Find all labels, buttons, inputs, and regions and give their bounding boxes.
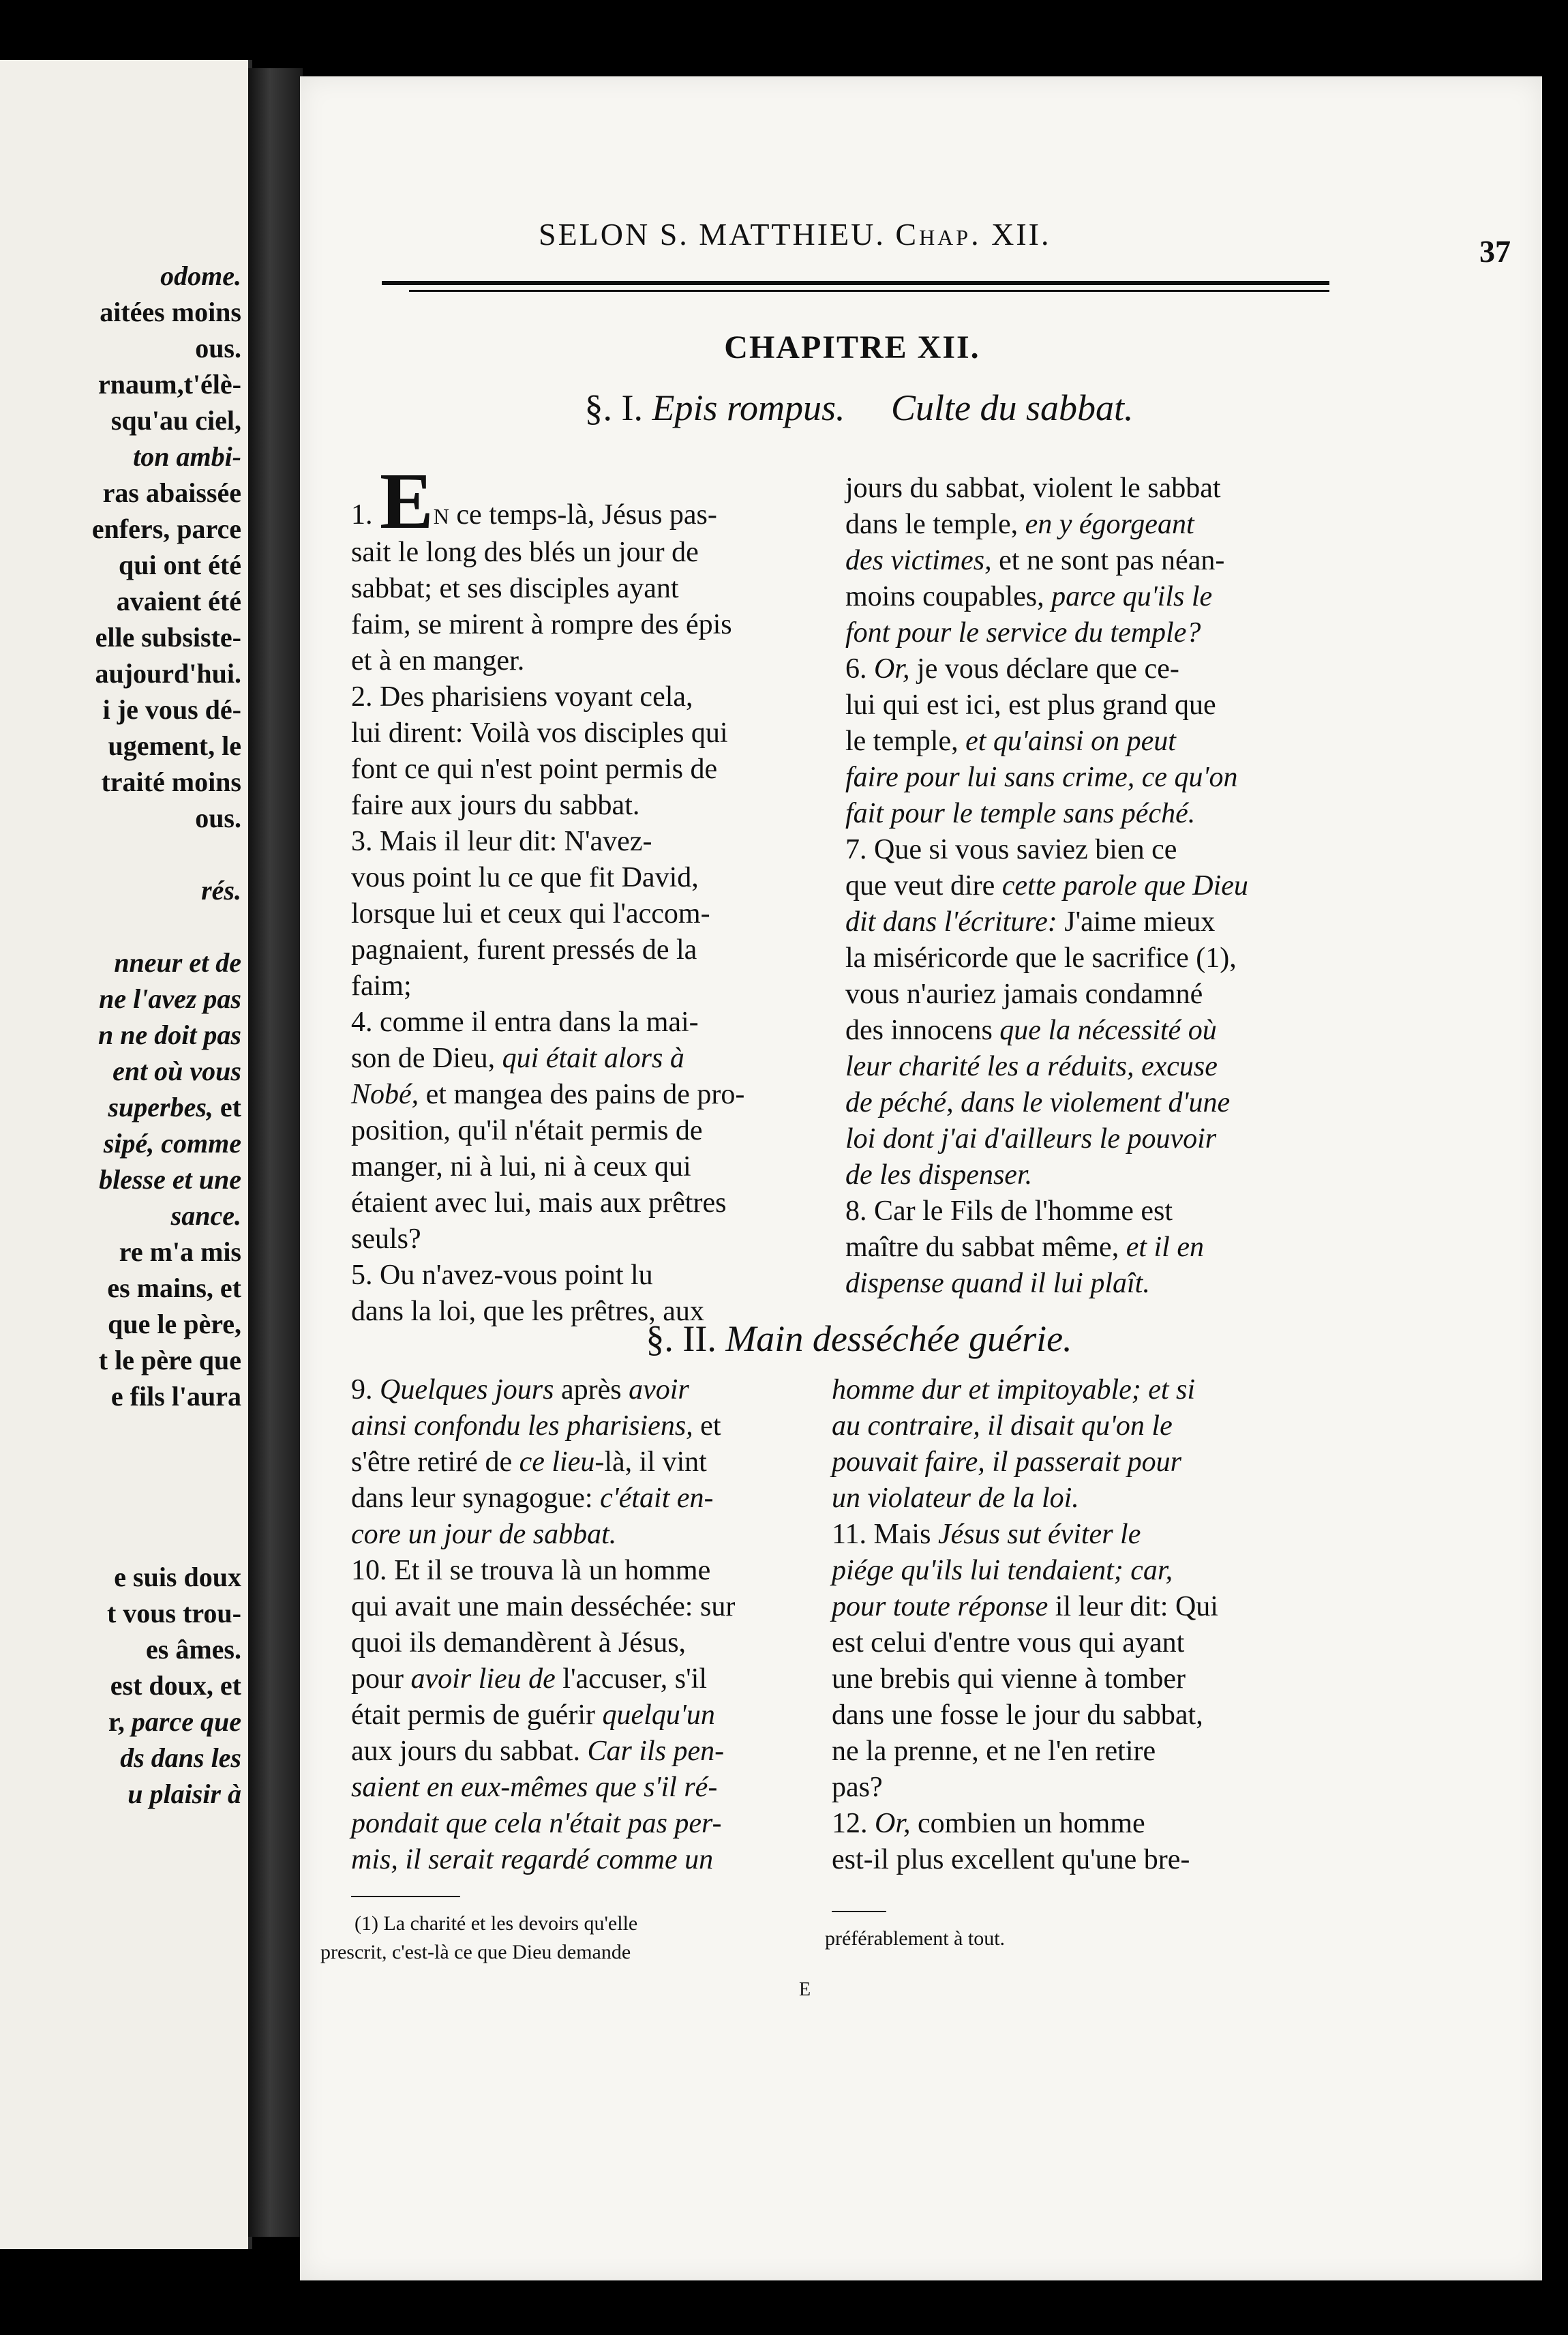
text-line: étaient avec lui, mais aux prêtres (351, 1187, 727, 1219)
text-line: aitées moins (100, 297, 241, 327)
text-line: e suis doux (114, 1562, 241, 1592)
text-line: le temple, et qu'ainsi on peut (845, 726, 1176, 757)
chapter-title: CHAPITRE XII. (724, 329, 980, 366)
text-line: saient en eux-mêmes que s'il ré- (351, 1772, 718, 1803)
text-line: 3. Mais il leur dit: N'avez- (351, 826, 652, 857)
text-line: aux jours du sabbat. Car ils pen- (351, 1736, 725, 1767)
text-line: ous. (195, 333, 241, 363)
text-line: loi dont j'ai d'ailleurs le pouvoir (845, 1123, 1217, 1155)
text-line: de les dispenser. (845, 1159, 1033, 1191)
text-line: 8. Car le Fils de l'homme est (845, 1195, 1173, 1227)
text-line: r, parce que (108, 1706, 241, 1737)
footnote-line-1: (1) La charité et les devoirs qu'elle (355, 1912, 638, 1935)
section-2-title: Main desséchée guérie. (725, 1318, 1072, 1359)
text-line: 7. Que si vous saviez bien ce (845, 834, 1177, 865)
text-line: son de Dieu, qui était alors à (351, 1043, 684, 1074)
text-line: homme dur et impitoyable; et si (832, 1374, 1196, 1406)
signature-mark: E (799, 1979, 811, 2000)
text-line: ent où vous (112, 1056, 241, 1086)
text-line: quoi ils demandèrent à Jésus, (351, 1627, 687, 1659)
section-2-heading (300, 1318, 1418, 1360)
text-line: 11. Mais Jésus sut éviter le (832, 1519, 1141, 1550)
footnote-rule-left (351, 1896, 460, 1897)
text-line: qui ont été (119, 550, 241, 580)
text-line: nneur et de (114, 947, 241, 978)
running-head (539, 216, 1404, 252)
text-line: avaient été (116, 586, 241, 616)
section-2-left-column (351, 1372, 821, 1878)
footnote-line-3: préférablement à tout. (825, 1927, 1006, 1950)
text-line: un violateur de la loi. (832, 1483, 1079, 1514)
drop-cap: E (380, 456, 434, 546)
text-line: pour toute réponse il leur dit: Qui (832, 1591, 1218, 1622)
text-line: position, qu'il n'était permis de (351, 1115, 703, 1146)
text-line: dit dans l'écriture: J'aime mieux (845, 906, 1216, 938)
previous-page-fragment (0, 60, 252, 2249)
text-line: blesse et une (99, 1164, 241, 1195)
section-2-number: §. II. (646, 1318, 717, 1359)
text-line: ras abaissée (102, 477, 241, 508)
text-line: 5. Ou n'avez-vous point lu (351, 1260, 653, 1291)
text-line: lui dirent: Voilà vos disciples qui (351, 717, 728, 749)
text-line: des innocens que la nécessité où (845, 1015, 1217, 1046)
text-line: des victimes, et ne sont pas néan- (845, 545, 1225, 576)
text-line: rnaum,t'élè- (98, 369, 241, 400)
text-line: ds dans les (120, 1742, 241, 1773)
section-1-right-column (845, 471, 1336, 1302)
text-line: que veut dire cette parole que Dieu (845, 870, 1248, 902)
text-line: t vous trou- (106, 1598, 241, 1628)
text-line: 6. Or, je vous déclare que ce- (845, 653, 1179, 685)
running-head-title: SELON S. MATTHIEU. (539, 217, 886, 252)
text-line: au contraire, il disait qu'on le (832, 1410, 1173, 1442)
book-gutter (248, 68, 303, 2237)
text-line: dans le temple, en y égorgeant (845, 509, 1194, 540)
text-line: que le père, (108, 1309, 241, 1339)
text-line: ugement, le (108, 730, 241, 761)
text-line: manger, ni à lui, ni à ceux qui (351, 1151, 691, 1183)
section-1-heading (300, 387, 1418, 429)
text-line: maître du sabbat même, et il en (845, 1232, 1204, 1263)
text-line: rés. (201, 875, 241, 906)
text-line: sance. (170, 1200, 241, 1231)
text-line: dans la loi, que les prêtres, aux (351, 1296, 704, 1327)
text-line (0, 1487, 241, 1523)
text-line: 9. Quelques jours après avoir (351, 1374, 689, 1406)
text-line: font pour le service du temple? (845, 617, 1201, 649)
text-line: squ'au ciel, (110, 405, 241, 436)
text-line: pas? (832, 1772, 883, 1803)
text-line: dans une fosse le jour du sabbat, (832, 1699, 1203, 1731)
text-line: ton ambi- (133, 441, 241, 472)
text-line: faim, se mirent à rompre des épis (351, 609, 732, 640)
page-number: 37 (1479, 234, 1511, 269)
text-line: u plaisir à (127, 1779, 241, 1809)
text-line: faire pour lui sans crime, ce qu'on (845, 762, 1238, 793)
text-line: et à en manger. (351, 645, 525, 676)
previous-page-text (0, 258, 241, 1812)
text-line: dispense quand il lui plaît. (845, 1268, 1150, 1299)
text-line: 2. Des pharisiens voyant cela, (351, 681, 693, 713)
text-line: sabbat; et ses disciples ayant (351, 573, 679, 604)
text-line: 1. EN ce temps-là, Jésus pas- (351, 456, 717, 546)
text-line: s'être retiré de ce lieu-là, il vint (351, 1446, 707, 1478)
text-line: enfers, parce (91, 514, 241, 544)
text-line: core un jour de sabbat. (351, 1519, 617, 1550)
text-line: dans leur synagogue: c'était en- (351, 1483, 714, 1514)
text-line: aujourd'hui. (95, 658, 241, 689)
text-line: pagnaient, furent pressés de la (351, 934, 697, 966)
text-line: faire aux jours du sabbat. (351, 790, 640, 821)
text-line: leur charité les a réduits, excuse (845, 1051, 1218, 1082)
text-line: ne la prenne, et ne l'en retire (832, 1736, 1156, 1767)
text-line: ne l'avez pas (99, 983, 241, 1014)
text-line: jours du sabbat, violent le sabbat (845, 473, 1221, 504)
footnote-rule-right (832, 1911, 886, 1912)
text-line (0, 908, 241, 945)
text-line: 4. comme il entra dans la mai- (351, 1007, 699, 1038)
text-line: pour avoir lieu de l'accuser, s'il (351, 1663, 707, 1695)
section-2-right-column (832, 1372, 1336, 1878)
text-line: la miséricorde que le sacrifice (1), (845, 942, 1237, 974)
text-line: elle subsiste- (95, 622, 241, 653)
text-line: fait pour le temple sans péché. (845, 798, 1196, 829)
text-line: vous point lu ce que fit David, (351, 862, 699, 893)
text-line: pouvait faire, il passerait pour (832, 1446, 1181, 1478)
section-1-title-a: Epis rompus. (652, 387, 845, 428)
text-line: odome. (160, 261, 241, 291)
header-rule (382, 281, 1329, 285)
text-line: Nobé, et mangea des pains de pro- (351, 1079, 745, 1110)
text-line: de péché, dans le violement d'une (845, 1087, 1231, 1118)
text-line: lorsque lui et ceux qui l'accom- (351, 898, 710, 929)
text-line: 12. Or, combien un homme (832, 1808, 1145, 1839)
text-line: e fils l'aura (110, 1381, 241, 1412)
text-line: es âmes. (146, 1634, 241, 1665)
text-line: n ne doit pas (97, 1020, 241, 1050)
text-line: es mains, et (107, 1273, 241, 1303)
text-line: piége qu'ils lui tendaient; car, (832, 1555, 1173, 1586)
text-line: ous. (195, 803, 241, 833)
text-line: font ce qui n'est point permis de (351, 754, 718, 785)
text-line: i je vous dé- (102, 694, 241, 725)
text-line: pondait que cela n'était pas per- (351, 1808, 722, 1839)
text-line: est doux, et (110, 1670, 241, 1701)
text-line: mis, il serait regardé comme un (351, 1844, 714, 1875)
text-line (0, 836, 241, 872)
text-line (0, 1523, 241, 1559)
text-line: traité moins (101, 767, 241, 797)
text-line: une brebis qui vienne à tomber (832, 1663, 1186, 1695)
text-line: sipé, comme (103, 1128, 241, 1159)
text-line: lui qui est ici, est plus grand que (845, 689, 1216, 721)
text-line: était permis de guérir quelqu'un (351, 1699, 715, 1731)
text-line: t le père que (98, 1345, 241, 1375)
text-line: superbes, et (108, 1092, 241, 1122)
current-page (300, 76, 1542, 2280)
text-line: re m'a mis (119, 1236, 241, 1267)
text-line: vous n'auriez jamais condamné (845, 979, 1203, 1010)
footnote-line-2: prescrit, c'est-là ce que Dieu demande (320, 1941, 631, 1963)
text-line (0, 1451, 241, 1487)
header-rule-thin (409, 290, 1329, 292)
section-1-number: §. I. (584, 387, 643, 428)
text-line: sait le long des blés un jour de (351, 537, 699, 568)
text-line: ainsi confondu les pharisiens, et (351, 1410, 721, 1442)
text-line: seuls? (351, 1223, 421, 1255)
text-line: 10. Et il se trouva là un homme (351, 1555, 711, 1586)
text-line: moins coupables, parce qu'ils le (845, 581, 1213, 612)
section-1-title-b: Culte du sabbat. (891, 387, 1134, 428)
section-1-left-column (351, 456, 821, 1330)
text-line (0, 1414, 241, 1451)
text-line: est celui d'entre vous qui ayant (832, 1627, 1185, 1659)
text-line: est-il plus excellent qu'une bre- (832, 1844, 1190, 1875)
running-head-chapter-number: XII. (991, 217, 1051, 252)
text-line: qui avait une main desséchée: sur (351, 1591, 736, 1622)
running-head-chap: Chap. (895, 217, 982, 252)
text-line: faim; (351, 970, 412, 1002)
